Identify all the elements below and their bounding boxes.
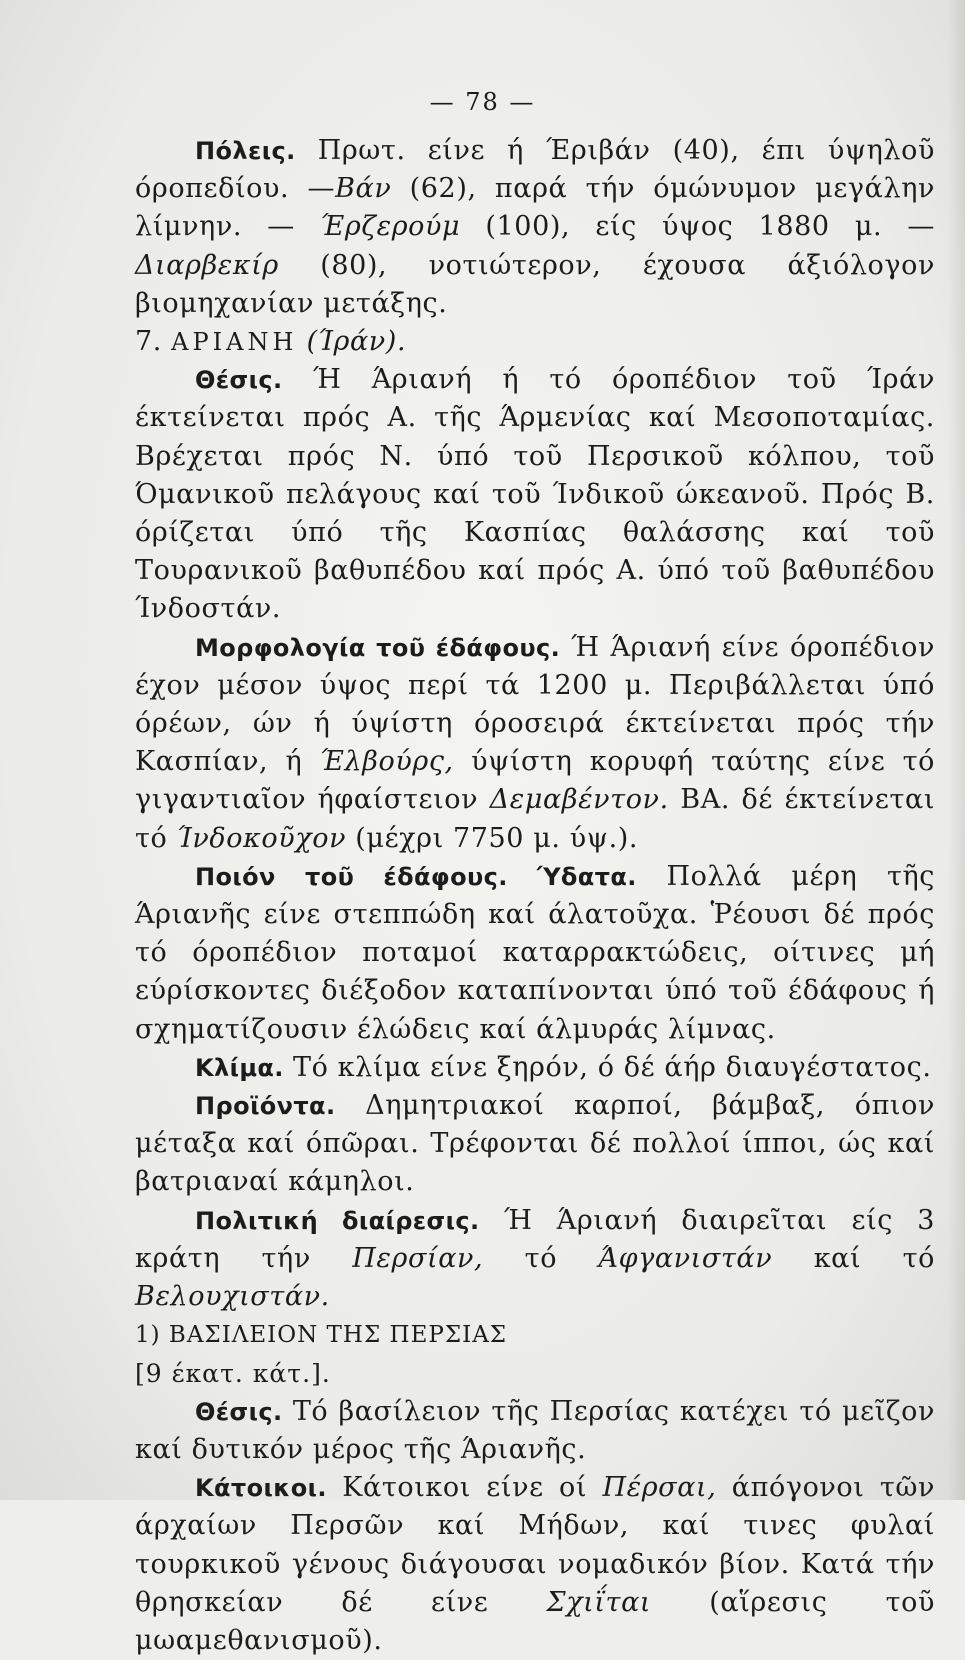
paragraph-text: Δημητριακοί καρποί, βάμβαξ, όπιον μέταξα καί όπῶραι. Τρέφονται δέ πολλοί ίπποι, ώς καί βατριαναί κάμηλοι. xyxy=(135,1090,935,1198)
paragraph-heading: Κάτοικοι. xyxy=(195,1474,327,1503)
paragraph-persia-position xyxy=(135,1393,935,1469)
paragraph-text: (αἵρεσις τοῦ μωαμεθανισμοῦ). xyxy=(135,1586,935,1656)
paragraph-text: Ή Άριανή διαιρεῖται είς 3 κράτη τήν xyxy=(135,1204,936,1274)
paragraph-text: (62), παρά τήν όμώνυμον μεγάλην λίμνην. — xyxy=(135,173,935,243)
paragraph-text: Ή Άριανή ή τό όροπέδιον τοῦ Ίράν έκτείνεται πρός Α. τῆς Άρμενίας καί Μεσοποταμίας. Βρέχεται πρός Ν. ύπό τοῦ Περσικοῦ κόλπου, τοῦ Όμανικοῦ πελάγους καί τοῦ Ίνδικοῦ ώκεανοῦ. Πρός Β. όρίζεται ύπό τῆς Κασπίας θαλάσσης καί τοῦ Τουρανικοῦ βαθυπέδου καί πρός Α. ύπό τοῦ βαθυπέδου Ίνδοστάν. xyxy=(135,364,936,625)
people-name: Πέρσαι, xyxy=(602,1472,717,1504)
place-name: Βάν xyxy=(335,173,392,205)
paragraph-text: (80), νοτιώτερον, έχουσα άξιόλογον βιομηχανίαν μετάξης. xyxy=(135,249,935,319)
paragraph-position xyxy=(135,361,935,628)
paragraph-text: ύψίστη κορυφή ταύτης είνε τό γιγαντιαῖον ήφαίστειον xyxy=(135,746,936,816)
paragraph-text: ΒΑ. δέ έκτείνεται τό xyxy=(135,784,936,854)
place-name: Δεμαβέντον. xyxy=(489,784,669,816)
section-number: 7. xyxy=(135,326,162,358)
section-alt-name: (Ίράν). xyxy=(306,326,407,358)
paragraph-heading: Κλίμα. xyxy=(195,1053,284,1082)
paragraph-text: Τό κλίμα είνε ξηρόν, ό δέ άήρ διαυγέστατος. xyxy=(293,1051,932,1083)
paragraph-text: τό xyxy=(524,1242,558,1274)
place-name: Περσίαν, xyxy=(352,1242,484,1274)
section-title: ΑΡΙΑΝΗ xyxy=(171,328,298,357)
paragraph-soil-waters xyxy=(135,858,935,1049)
paragraph-text: Κάτοικοι είνε οί xyxy=(342,1472,588,1504)
place-name: Βελουχιστάν. xyxy=(135,1281,330,1313)
subsection-note: [9 έκατ. κάτ.]. xyxy=(135,1358,331,1388)
paragraph-text: Πολλά μέρη τῆς Άριανῆς είνε στεππώδη καί άλατοῦχα. Ῥέουσι δέ πρός τό όροπέδιον ποταμοί καταρρακτώδεις, οίτινες μή εύρίσκοντες διέξοδον καταπίνονται ύπό τοῦ έδάφους ή σχηματίζουσιν έλώδεις καί άλμυράς λίμνας. xyxy=(135,860,935,1045)
place-name: Άφγανιστάν xyxy=(598,1242,773,1274)
paragraph-heading: Προϊόντα. xyxy=(195,1092,336,1121)
place-name: Διαρβεκίρ xyxy=(135,249,279,281)
paragraph-text: Ή Άριανή είνε όροπέδιον έχον μέσον ύψος περί τά 1200 μ. Περιβάλλεται ύπό όρέων, ών ή ύψίστη όροσειρά έκτείνεται πρός τήν Κασπίαν, ή xyxy=(135,631,936,778)
page-body xyxy=(135,132,935,1660)
place-name: Ίνδοκοῦχον xyxy=(176,822,347,854)
place-name: Έλβούρς, xyxy=(319,746,454,778)
place-name: Έρζερούμ xyxy=(320,211,461,243)
page-edge-shadow xyxy=(947,0,965,1500)
paragraph-text: (100), είς ύψος 1880 μ. — xyxy=(485,211,935,243)
paragraph-text: άπόγονοι τῶν άρχαίων Περσῶν καί Μήδων, καί τινες φυλαί τουρκικοῦ γένους διάγουσαι νομαδικόν βίον. Κατά τήν θρησκείαν δέ είνε xyxy=(135,1472,936,1618)
paragraph-political-division xyxy=(135,1202,935,1317)
paragraph-text: Τό βασίλειον τῆς Περσίας κατέχει τό μεῖζον καί δυτικόν μέρος τῆς Άριανῆς. xyxy=(135,1395,935,1465)
paragraph-heading: Θέσις. xyxy=(195,366,283,395)
paragraph-climate xyxy=(135,1049,935,1087)
paragraph-cities xyxy=(135,132,935,323)
paragraph-text: καί τό xyxy=(813,1242,936,1274)
sect-name: Σχιΐται xyxy=(546,1586,652,1618)
paragraph-text: (μέχρι 7750 μ. ύψ.). xyxy=(355,822,639,854)
paragraph-heading: Ποιόν τοῦ έδάφους. Ύδατα. xyxy=(195,862,637,891)
paragraph-heading: Μορφολογία τοῦ έδάφους. xyxy=(195,633,561,662)
paragraph-inhabitants xyxy=(135,1469,935,1660)
paragraph-text: Πρωτ. είνε ή Έριβάν (40), έπι ύψηλοῦ όροπεδίου. — xyxy=(135,135,935,205)
paragraph-products xyxy=(135,1087,935,1202)
paragraph-morphology xyxy=(135,629,935,858)
paragraph-heading: Θέσις. xyxy=(195,1397,283,1426)
section-heading xyxy=(135,323,935,361)
paragraph-heading: Πόλεις. xyxy=(195,137,296,165)
subsection-heading: 1) ΒΑΣΙΛΕΙΟΝ ΤΗΣ ΠΕΡΣΙΑΣ xyxy=(135,1322,508,1349)
page-number: — 78 — xyxy=(429,88,536,116)
paragraph-heading: Πολιτική διαίρεσις. xyxy=(195,1206,480,1235)
